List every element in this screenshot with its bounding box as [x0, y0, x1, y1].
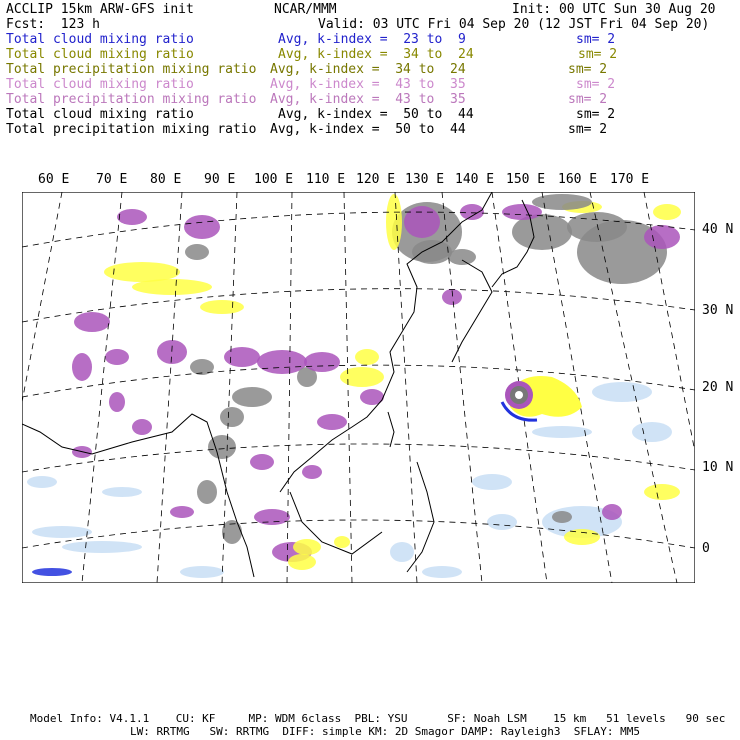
cloud-blob-purple [602, 504, 622, 520]
legend-label: Total precipitation mixing ratio [6, 62, 257, 77]
legend-sm: sm= 2 [568, 62, 608, 77]
cloud-blob-yellow [355, 349, 379, 365]
lon-label: 110 E [306, 172, 346, 187]
cloud-blob-gray [532, 194, 592, 210]
init-time: Init: 00 UTC Sun 30 Aug 20 [512, 2, 716, 17]
legend-avg: Avg, k-index = 34 to 24 [270, 62, 466, 77]
cloud-blob-purple [304, 352, 340, 372]
cloud-blob-purple [72, 353, 92, 381]
lon-label: 60 E [38, 172, 70, 187]
cloud-blob-purple [117, 209, 147, 225]
legend-label: Total cloud mixing ratio [6, 32, 194, 47]
legend-label: Total cloud mixing ratio [6, 47, 194, 62]
cloud-blob-purple [254, 509, 290, 525]
lon-label: 170 E [610, 172, 650, 187]
cloud-blob-yellow [386, 194, 402, 250]
cloud-blob-purple [157, 340, 187, 364]
legend-sm: sm= 2 [578, 47, 618, 62]
cloud-blob-purple [109, 392, 125, 412]
cloud-blob-purple [132, 419, 152, 435]
cloud-blob-yellow [334, 536, 350, 548]
cloud-blob-lightblue [487, 514, 517, 530]
cloud-blob-gray [197, 480, 217, 504]
lon-label: 160 E [558, 172, 598, 187]
cloud-blob-gray [412, 240, 452, 264]
legend-avg: Avg, k-index = 50 to 44 [270, 122, 466, 137]
cloud-blob-purple [74, 312, 110, 332]
cloud-blob-purple [502, 204, 542, 220]
legend-sm: sm= 2 [568, 122, 608, 137]
legend-avg: Avg, k-index = 23 to 9 [278, 32, 466, 47]
legend-label: Total precipitation mixing ratio [6, 122, 257, 137]
cloud-blob-gray [185, 244, 209, 260]
legend-avg: Avg, k-index = 50 to 44 [278, 107, 474, 122]
cloud-blob-gray [567, 212, 627, 242]
lon-label: 90 E [204, 172, 236, 187]
cloud-blob-purple [170, 506, 194, 518]
cloud-blob-blue [32, 568, 72, 576]
cloud-blob-gray [220, 407, 244, 427]
lat-label: 0 [702, 541, 710, 556]
legend-label: Total precipitation mixing ratio [6, 92, 257, 107]
legend-avg: Avg, k-index = 34 to 24 [278, 47, 474, 62]
legend-sm: sm= 2 [576, 77, 616, 92]
cloud-blob-lightblue [472, 474, 512, 490]
cloud-blob-yellow [288, 554, 316, 570]
cloud-blob-lightblue [632, 422, 672, 442]
lat-label: 40 N [702, 222, 734, 237]
lon-label: 80 E [150, 172, 182, 187]
org-label: NCAR/MMM [274, 2, 337, 17]
cloud-blob-yellow [200, 300, 244, 314]
legend-sm: sm= 2 [576, 32, 616, 47]
model-info-line1: Model Info: V4.1.1 CU: KF MP: WDM 6class PBL: YSU SF: Noah LSM 15 km 51 levels 90 sec [30, 712, 726, 725]
lon-label: 100 E [254, 172, 294, 187]
cloud-blob-yellow [644, 484, 680, 500]
cloud-blob-lightblue [532, 426, 592, 438]
weather-map [22, 192, 695, 583]
forecast-hour: Fcst: 123 h [6, 17, 100, 32]
lon-label: 70 E [96, 172, 128, 187]
lon-label: 130 E [405, 172, 445, 187]
cloud-blob-purple [224, 347, 260, 367]
cloud-blob-lightblue [390, 542, 414, 562]
cloud-blob-purple [250, 454, 274, 470]
legend-sm: sm= 2 [576, 107, 616, 122]
cloud-blob-yellow [564, 529, 600, 545]
model-title: ACCLIP 15km ARW-GFS init [6, 2, 194, 17]
cloud-blob-purple [317, 414, 347, 430]
cloud-blob-yellow [104, 262, 180, 282]
legend-label: Total cloud mixing ratio [6, 107, 194, 122]
legend-avg: Avg, k-index = 43 to 35 [270, 77, 466, 92]
cloud-blob-lightblue [592, 382, 652, 402]
cloud-blob-lightblue [32, 526, 92, 538]
model-info-line2: LW: RRTMG SW: RRTMG DIFF: simple KM: 2D Smagor DAMP: Rayleigh3 SFLAY: MM5 [130, 725, 640, 738]
cloud-blob-lightblue [102, 487, 142, 497]
lat-label: 10 N [702, 460, 734, 475]
cloud-blob-purple [404, 206, 440, 238]
lon-label: 120 E [356, 172, 396, 187]
cloud-blob-yellow [653, 204, 681, 220]
cloud-blob-gray [232, 387, 272, 407]
cloud-blob-lightblue [27, 476, 57, 488]
valid-time: Valid: 03 UTC Fri 04 Sep 20 (12 JST Fri 04 Sep 20) [318, 17, 710, 32]
cloud-blob-lightblue [62, 541, 142, 553]
lon-label: 150 E [506, 172, 546, 187]
cloud-blob-purple [644, 225, 680, 249]
cloud-blob-purple [302, 465, 322, 479]
cloud-blob-lightblue [422, 566, 462, 578]
legend-sm: sm= 2 [568, 92, 608, 107]
cloud-blob-gray [552, 511, 572, 523]
cloud-blob-yellow [340, 367, 384, 387]
legend-label: Total cloud mixing ratio [6, 77, 194, 92]
cloud-blob-lightblue [180, 566, 224, 578]
cloud-blob-purple [184, 215, 220, 239]
cloud-blob-purple [105, 349, 129, 365]
cloud-blob-gray [448, 249, 476, 265]
cloud-blob-purple [360, 389, 384, 405]
cloud-blob-yellow [132, 279, 212, 295]
cloud-blob-yellow [293, 539, 321, 555]
lat-label: 30 N [702, 303, 734, 318]
lon-label: 140 E [455, 172, 495, 187]
cloud-blob-purple [460, 204, 484, 220]
legend-avg: Avg, k-index = 43 to 35 [270, 92, 466, 107]
lat-label: 20 N [702, 380, 734, 395]
